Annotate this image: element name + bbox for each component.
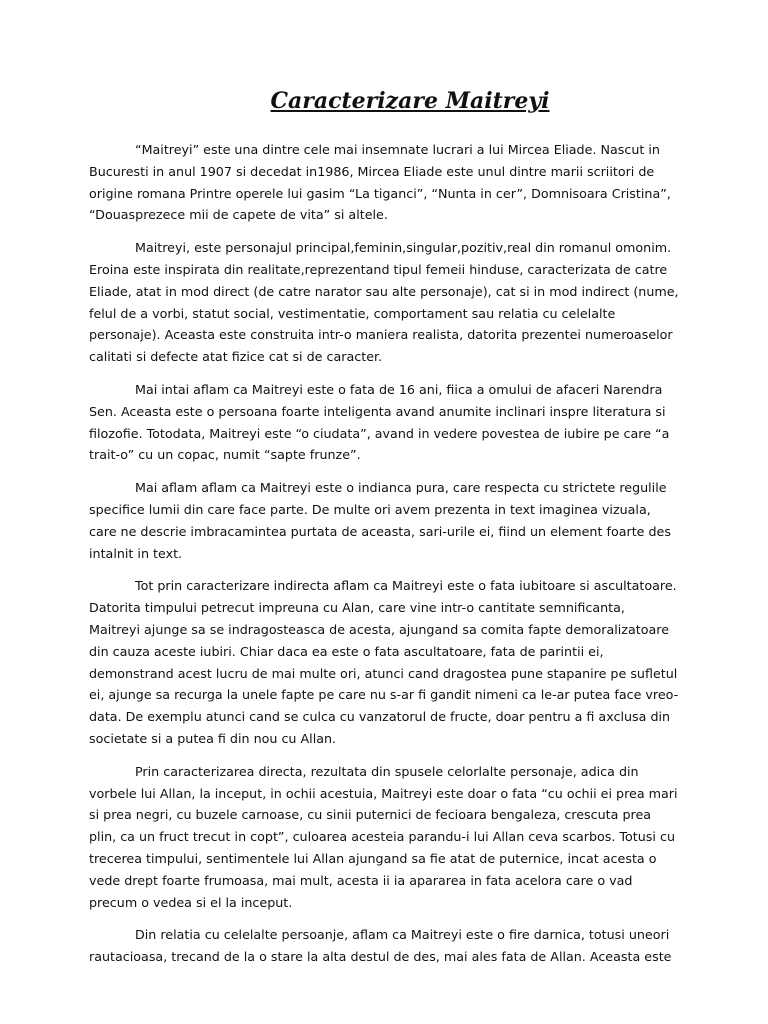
document-title: Caracterizare Maitreyi (270, 88, 550, 114)
document-body (89, 139, 679, 979)
paragraph: Mai aflam aflam ca Maitreyi este o indianca pura, care respecta cu strictete regulile specifice lumii din care face parte. De multe ori avem prezenta in text imaginea vizuala, care ne descrie imbracamintea purtata de aceasta, sari-urile ei, fiind un element foarte des intalnit in text. (89, 480, 671, 561)
paragraph: Prin caracterizarea directa, rezultata din spusele celorlalte personaje, adica din vorbele lui Allan, la inceput, in ochii acestuia, Maitreyi este doar o fata “cu ochii ei prea mari si prea negri, cu buzele carnoase, cu sinii puternici de fecioara bengaleza, crescuta prea plin, ca un fruct trecut in copt”, culoarea acesteia parandu-i lui Allan ceva scarbos. Totusi cu trecerea timpului, sentimentele lui Allan ajungand sa fie atat de puternice, incat acesta o vede drept foarte frumoasa, mai mult, acesta ii ia apararea in fata acelora care o vad precum o vedea si el la inceput. (89, 763, 678, 910)
paragraph: Tot prin caracterizare indirecta aflam ca Maitreyi este o fata iubitoare si ascultatoare. Datorita timpului petrecut impreuna cu Alan, care vine intr-o cantitate semnificanta, Maitreyi ajunge sa se indragosteasca de acesta, ajungand sa comita fapte demoralizatoare din cauza aceste iubiri. Chiar daca ea este o fata ascultatoare, fata de parintii ei, demonstrand acest lucru de mai multe ori, atunci cand dragostea pune stapanire pe sufletul ei, ajunge sa recurga la unele fapte pe care nu s-ar fi gandit nimeni ca le-ar putea face vreo-data. De exemplu atunci cand se culca cu vanzatorul de fructe, doar pentru a fi axclusa din societate si a putea fi din nou cu Allan. (89, 578, 679, 746)
paragraph: Maitreyi, este personajul principal,feminin,singular,pozitiv,real din romanul omonim. Eroina este inspirata din realitate,reprezentand tipul femeii hinduse, caracterizata de catre Eliade, atat in mod direct (de catre narator sau alte personaje), cat si in mod indirect (nume, felul de a vorbi, statut social, vestimentatie, comportament sau relatia cu celelalte personaje). Aceasta este construita intr-o maniera realista, datorita prezentei numeroaselor calitati si defecte atat fizice cat si de caracter. (89, 240, 679, 365)
paragraph: “Maitreyi” este una dintre cele mai insemnate lucrari a lui Mircea Eliade. Nascut in Bucuresti in anul 1907 si decedat in1986, Mircea Eliade este unul dintre marii scriitori de origine romana Printre operele lui gasim “La tiganci”, “Nunta in cer”, Domnisoara Cristina”, “Douasprezece mii de capete de vita” si altele. (89, 142, 671, 223)
paragraph: Mai intai aflam ca Maitreyi este o fata de 16 ani, fiica a omului de afaceri Narendra Sen. Aceasta este o persoana foarte inteligenta avand anumite inclinari inspre literatura si filozofie. Totodata, Maitreyi este “o ciudata”, avand in vedere povestea de iubire pe care “a trait-o” cu un copac, numit “sapte frunze”. (89, 381, 670, 463)
paragraph: Din relatia cu celelalte persoanje, aflam ca Maitreyi este o fire darnica, totusi uneori rautacioasa, trecand de la o stare la alta destul de des, mai ales fata de Allan. Aceasta este (89, 927, 672, 965)
